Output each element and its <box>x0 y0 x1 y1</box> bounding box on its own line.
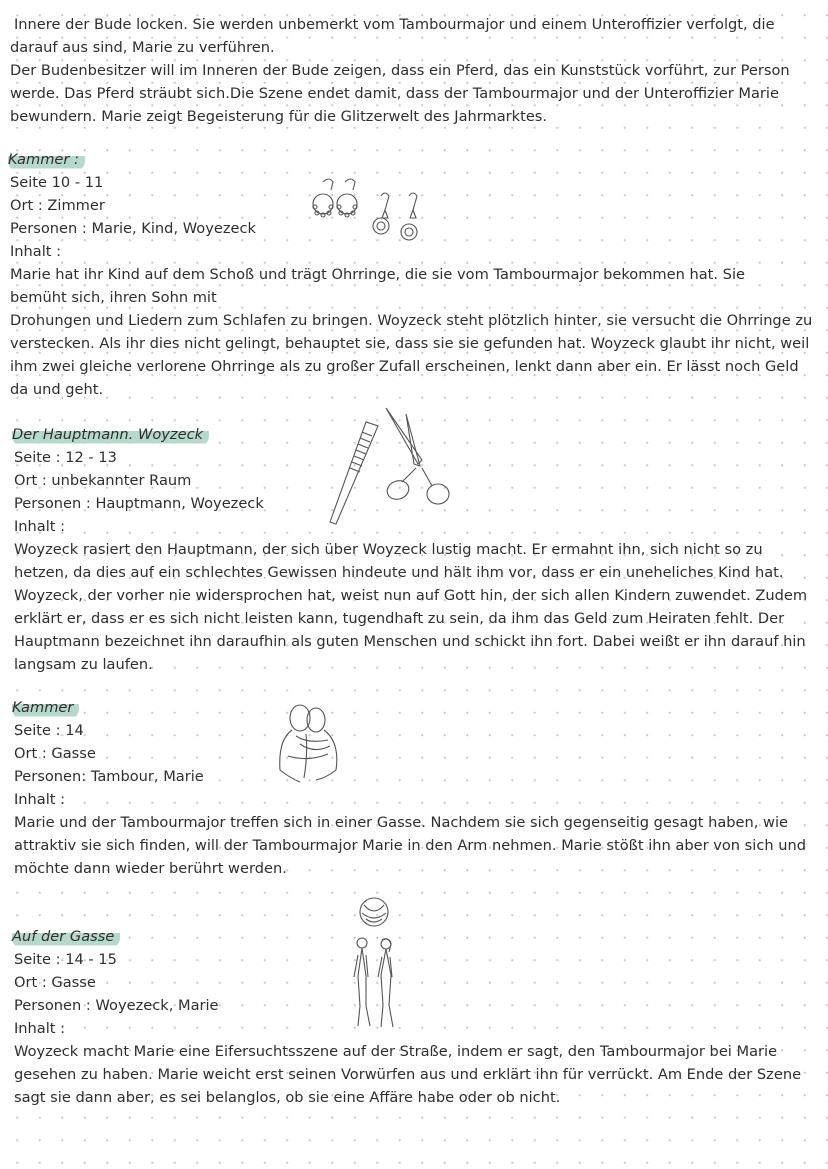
scene-ort: Ort : unbekannter Raum <box>14 472 192 489</box>
intro-paragraph-1: Innere der Bude locken. Sie werden unbemerkt vom Tambourmajor und einem Unteroffizier verfolgt, die darauf aus sind, Marie zu verführen. <box>10 16 775 56</box>
intro-paragraph-2: Der Budenbesitzer will im Inneren der Bude zeigen, dass ein Pferd, das ein Kunststück vorführt, zur Person werde. Das Pferd sträubt sich.Die Szene endet damit, dass der Tambourmajor und der Unteroffizier Marie bewundern. Marie zeigt Begeisterung für die Glitzerwelt des Jahrmarktes. <box>10 62 790 125</box>
intro-text <box>10 13 815 128</box>
scene-text-part-2: Drohungen und Liedern zum Schlafen zu bringen. Woyzeck steht plötzlich hinter, sie versucht die Ohrringe zu verstecken. Als ihr dies nicht gelingt, behauptet sie, dass sie sie gefunden hat. Woyzeck glaubt ihr nicht, weil ihm zwei gleiche verlorene Ohrringe als zu großer Zufall erscheinen, lenkt dann aber ein. Er lässt noch Geld da und geht. <box>10 312 813 398</box>
scene-personen: Personen: Tambour, Marie <box>14 768 204 785</box>
scene-auf-der-gasse <box>14 925 824 1109</box>
scene-inhalt-label: Inhalt : <box>14 791 66 808</box>
scene-title: Kammer : <box>8 148 85 171</box>
scene-text-part-1: Marie hat ihr Kind auf dem Schoß und trägt Ohrringe, die sie vom Tambourmajor bekommen hat. Sie bemüht sich, ihren Sohn mit <box>10 266 745 306</box>
scene-personen: Personen : Woyezeck, Marie <box>14 997 219 1014</box>
scene-inhalt-label: Inhalt : <box>14 518 66 535</box>
scene-seite: Seite : 12 - 13 <box>14 449 117 466</box>
scene-ort: Ort : Gasse <box>14 974 96 991</box>
scene-text: Marie und der Tambourmajor treffen sich in einer Gasse. Nachdem sie sich gegenseitig gesagt haben, wie attraktiv sie sich finden, will der Tambourmajor Marie in den Arm nehmen. Marie stößt ihn aber von sich und möchte dann wieder berührt werden. <box>14 814 807 877</box>
scene-title: Auf der Gasse <box>12 925 120 948</box>
scene-inhalt-label: Inhalt : <box>14 1020 66 1037</box>
scene-ort: Ort : Zimmer <box>10 197 105 214</box>
scene-inhalt-label: Inhalt : <box>10 243 62 260</box>
comb-scissors-illustration <box>322 404 472 526</box>
scene-title: Kammer <box>12 696 79 719</box>
scene-text: Woyzeck macht Marie eine Eifersuchtsszene auf der Straße, indem er sagt, den Tambourmajor bei Marie gesehen zu haben. Marie weicht erst seinen Vorwürfen aus und erklärt ihn für verrückt. Am Ende der Szene sagt sie dann aber, es sei belanglos, ob sie eine Affäre habe oder ob nicht. <box>14 1043 802 1106</box>
scene-title: Der Hauptmann. Woyzeck <box>12 423 209 446</box>
scene-kammer-2 <box>14 696 824 880</box>
couple-illustration <box>272 700 344 784</box>
scene-seite: Seite : 14 - 15 <box>14 951 117 968</box>
walking-figures-illustration <box>340 895 410 1031</box>
scene-personen: Personen : Marie, Kind, Woyezeck <box>10 220 256 237</box>
scene-ort: Ort : Gasse <box>14 745 96 762</box>
scene-seite: Seite : 14 <box>14 722 84 739</box>
scene-seite: Seite 10 - 11 <box>10 174 104 191</box>
scene-personen: Personen : Hauptmann, Woyezeck <box>14 495 264 512</box>
scene-text: Woyzeck rasiert den Hauptmann, der sich über Woyzeck lustig macht. Er ermahnt ihn, sich nicht so zu hetzen, da dies auf ein schlechtes Gewissen hindeute und hält ihm vor, dass er ein uneheliches Kind hat. Woyzeck, der vorher nie widersprochen hat, weist nun auf Gott hin, der sich allen Kindern zuwendet. Zudem erklärt er, dass er es sich nicht leisten kann, tugendhaft zu sein, da ihm das Geld zum Heiraten fehlt. Der Hauptmann bezeichnet ihn daraufhin als guten Menschen und schickt ihn fort. Dabei weißt er ihn darauf hin langsam zu laufen. <box>14 541 808 673</box>
earrings-illustration <box>305 176 425 246</box>
